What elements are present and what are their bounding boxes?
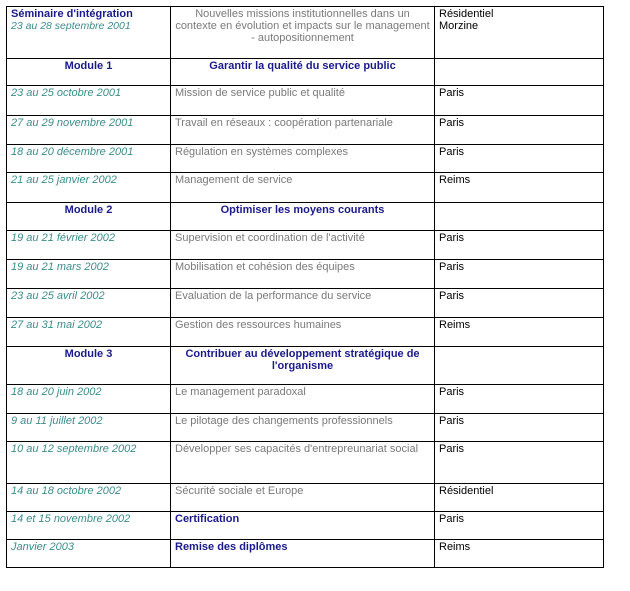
session-date: 21 au 25 janvier 2002 xyxy=(7,173,171,203)
session-date: 23 au 25 octobre 2001 xyxy=(7,86,171,116)
seminar-date: 23 au 28 septembre 2001 xyxy=(11,20,131,32)
session-row xyxy=(7,442,604,484)
session-row xyxy=(7,231,604,260)
module-title: Garantir la qualité du service public xyxy=(171,59,435,86)
module-label: Module 3 xyxy=(7,347,171,385)
final-row xyxy=(7,540,604,568)
session-desc: Travail en réseaux : coopération partenariale xyxy=(171,116,435,145)
module-label: Module 2 xyxy=(7,203,171,231)
schedule-table xyxy=(6,6,604,568)
session-row xyxy=(7,145,604,173)
session-place: Reims xyxy=(435,318,604,347)
final-date: 14 et 15 novembre 2002 xyxy=(7,512,171,540)
session-date: 18 au 20 juin 2002 xyxy=(7,385,171,414)
session-desc: Le management paradoxal xyxy=(171,385,435,414)
module-label: Module 1 xyxy=(7,59,171,86)
module-empty-cell xyxy=(435,347,604,385)
session-date: 9 au 11 juillet 2002 xyxy=(7,414,171,442)
seminar-desc: Nouvelles missions institutionnelles dans un contexte en évolution et impacts sur le management - autopositionnement xyxy=(171,7,435,59)
session-desc: Mission de service public et qualité xyxy=(171,86,435,116)
session-place: Paris xyxy=(435,231,604,260)
session-row xyxy=(7,318,604,347)
session-date: 18 au 20 décembre 2001 xyxy=(7,145,171,173)
module-title: Contribuer au développement stratégique de l'organisme xyxy=(171,347,435,385)
module-empty-cell xyxy=(435,203,604,231)
final-title: Remise des diplômes xyxy=(171,540,435,568)
seminar-title: Séminaire d'intégration xyxy=(11,8,133,20)
final-title: Certification xyxy=(171,512,435,540)
final-place: Paris xyxy=(435,512,604,540)
module-empty-cell xyxy=(435,59,604,86)
final-date: Janvier 2003 xyxy=(7,540,171,568)
module-header-row xyxy=(7,347,604,385)
seminar-row xyxy=(7,7,604,59)
session-date: 19 au 21 mars 2002 xyxy=(7,260,171,289)
session-row xyxy=(7,260,604,289)
session-desc: Gestion des ressources humaines xyxy=(171,318,435,347)
final-row xyxy=(7,512,604,540)
seminar-place-2: Morzine xyxy=(439,20,479,32)
session-desc: Supervision et coordination de l'activité xyxy=(171,231,435,260)
session-date: 27 au 29 novembre 2001 xyxy=(7,116,171,145)
session-row xyxy=(7,86,604,116)
session-place: Paris xyxy=(435,442,604,484)
session-desc: Management de service xyxy=(171,173,435,203)
session-place: Paris xyxy=(435,414,604,442)
session-row xyxy=(7,173,604,203)
session-row xyxy=(7,116,604,145)
session-date: 14 au 18 octobre 2002 xyxy=(7,484,171,512)
session-row xyxy=(7,484,604,512)
session-row xyxy=(7,289,604,318)
session-place: Paris xyxy=(435,385,604,414)
module-header-row xyxy=(7,59,604,86)
session-date: 23 au 25 avril 2002 xyxy=(7,289,171,318)
session-place: Paris xyxy=(435,116,604,145)
session-desc: Régulation en systèmes complexes xyxy=(171,145,435,173)
session-place: Reims xyxy=(435,173,604,203)
session-desc: Le pilotage des changements professionnels xyxy=(171,414,435,442)
module-header-row xyxy=(7,203,604,231)
session-date: 27 au 31 mai 2002 xyxy=(7,318,171,347)
session-desc: Développer ses capacités d'entrepreunariat social xyxy=(171,442,435,484)
session-place: Paris xyxy=(435,260,604,289)
session-date: 10 au 12 septembre 2002 xyxy=(7,442,171,484)
session-date: 19 au 21 février 2002 xyxy=(7,231,171,260)
seminar-place-cell xyxy=(435,7,604,59)
session-place: Résidentiel xyxy=(435,484,604,512)
session-place: Paris xyxy=(435,145,604,173)
session-desc: Evaluation de la performance du service xyxy=(171,289,435,318)
module-title: Optimiser les moyens courants xyxy=(171,203,435,231)
seminar-title-cell xyxy=(7,7,171,59)
final-place: Reims xyxy=(435,540,604,568)
session-place: Paris xyxy=(435,86,604,116)
session-row xyxy=(7,385,604,414)
seminar-place-1: Résidentiel xyxy=(439,8,494,20)
session-desc: Mobilisation et cohésion des équipes xyxy=(171,260,435,289)
session-place: Paris xyxy=(435,289,604,318)
session-row xyxy=(7,414,604,442)
session-desc: Sécurité sociale et Europe xyxy=(171,484,435,512)
